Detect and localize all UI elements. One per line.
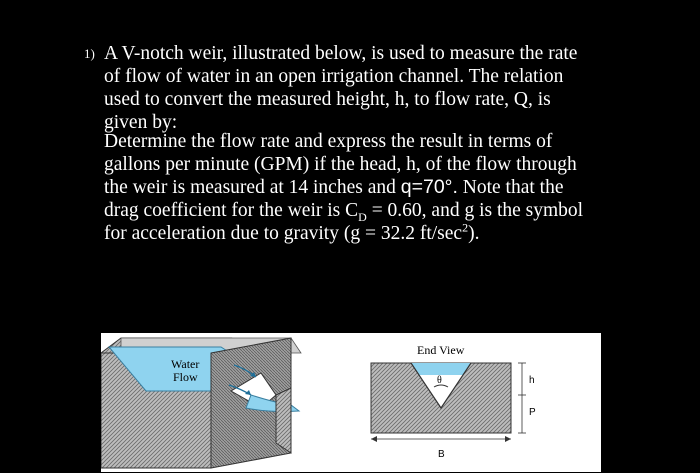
task-line-5-text-a: for acceleration due to gravity (g = 32.2 ft/sec xyxy=(104,223,463,244)
task-line-4-text-b: = 0.60, and g is the symbol xyxy=(366,200,584,221)
water-flow-label-line-1: Water xyxy=(171,357,200,371)
task-line-5-text-b: ). xyxy=(468,223,480,244)
weir-figure xyxy=(101,333,601,472)
p-label: P xyxy=(529,407,536,418)
task-line-3 xyxy=(104,176,644,199)
water-flow-label-line-2: Flow xyxy=(173,370,198,384)
weir-illustration xyxy=(101,333,601,472)
problem-number: 1) xyxy=(84,46,95,61)
task-line-5 xyxy=(104,222,644,245)
theta-label: θ xyxy=(437,375,442,386)
sec-superscript: 2 xyxy=(462,220,469,235)
intro-line-2: of flow of water in an open irrigation channel. The relation xyxy=(104,66,564,87)
task-line-2: gallons per minute (GPM) if the head, h, of the flow through xyxy=(104,154,577,175)
intro-line-4: given by: xyxy=(104,112,178,133)
channel-3d-view xyxy=(101,338,301,468)
end-view xyxy=(371,343,536,460)
cd-subscript: D xyxy=(358,209,367,224)
task-line-3-text-a: the weir is measured at 14 inches and xyxy=(104,177,401,198)
task-line-4-text-a: drag coefficient for the weir is C xyxy=(104,200,359,221)
task-line-1: Determine the flow rate and express the result in terms of xyxy=(104,131,553,152)
problem-intro-paragraph xyxy=(104,42,644,134)
b-label: B xyxy=(438,449,445,460)
intro-line-1: A V-notch weir, illustrated below, is used to measure the rate xyxy=(104,43,578,64)
theta-value: q=70°. xyxy=(400,176,458,198)
task-line-4 xyxy=(104,199,644,222)
problem-task-paragraph xyxy=(104,130,644,245)
intro-line-3: used to convert the measured height, h, to flow rate, Q, is xyxy=(104,89,551,110)
task-line-3-text-b: Note that the xyxy=(457,177,564,198)
end-view-title: End View xyxy=(417,343,465,357)
h-label: h xyxy=(529,375,535,386)
